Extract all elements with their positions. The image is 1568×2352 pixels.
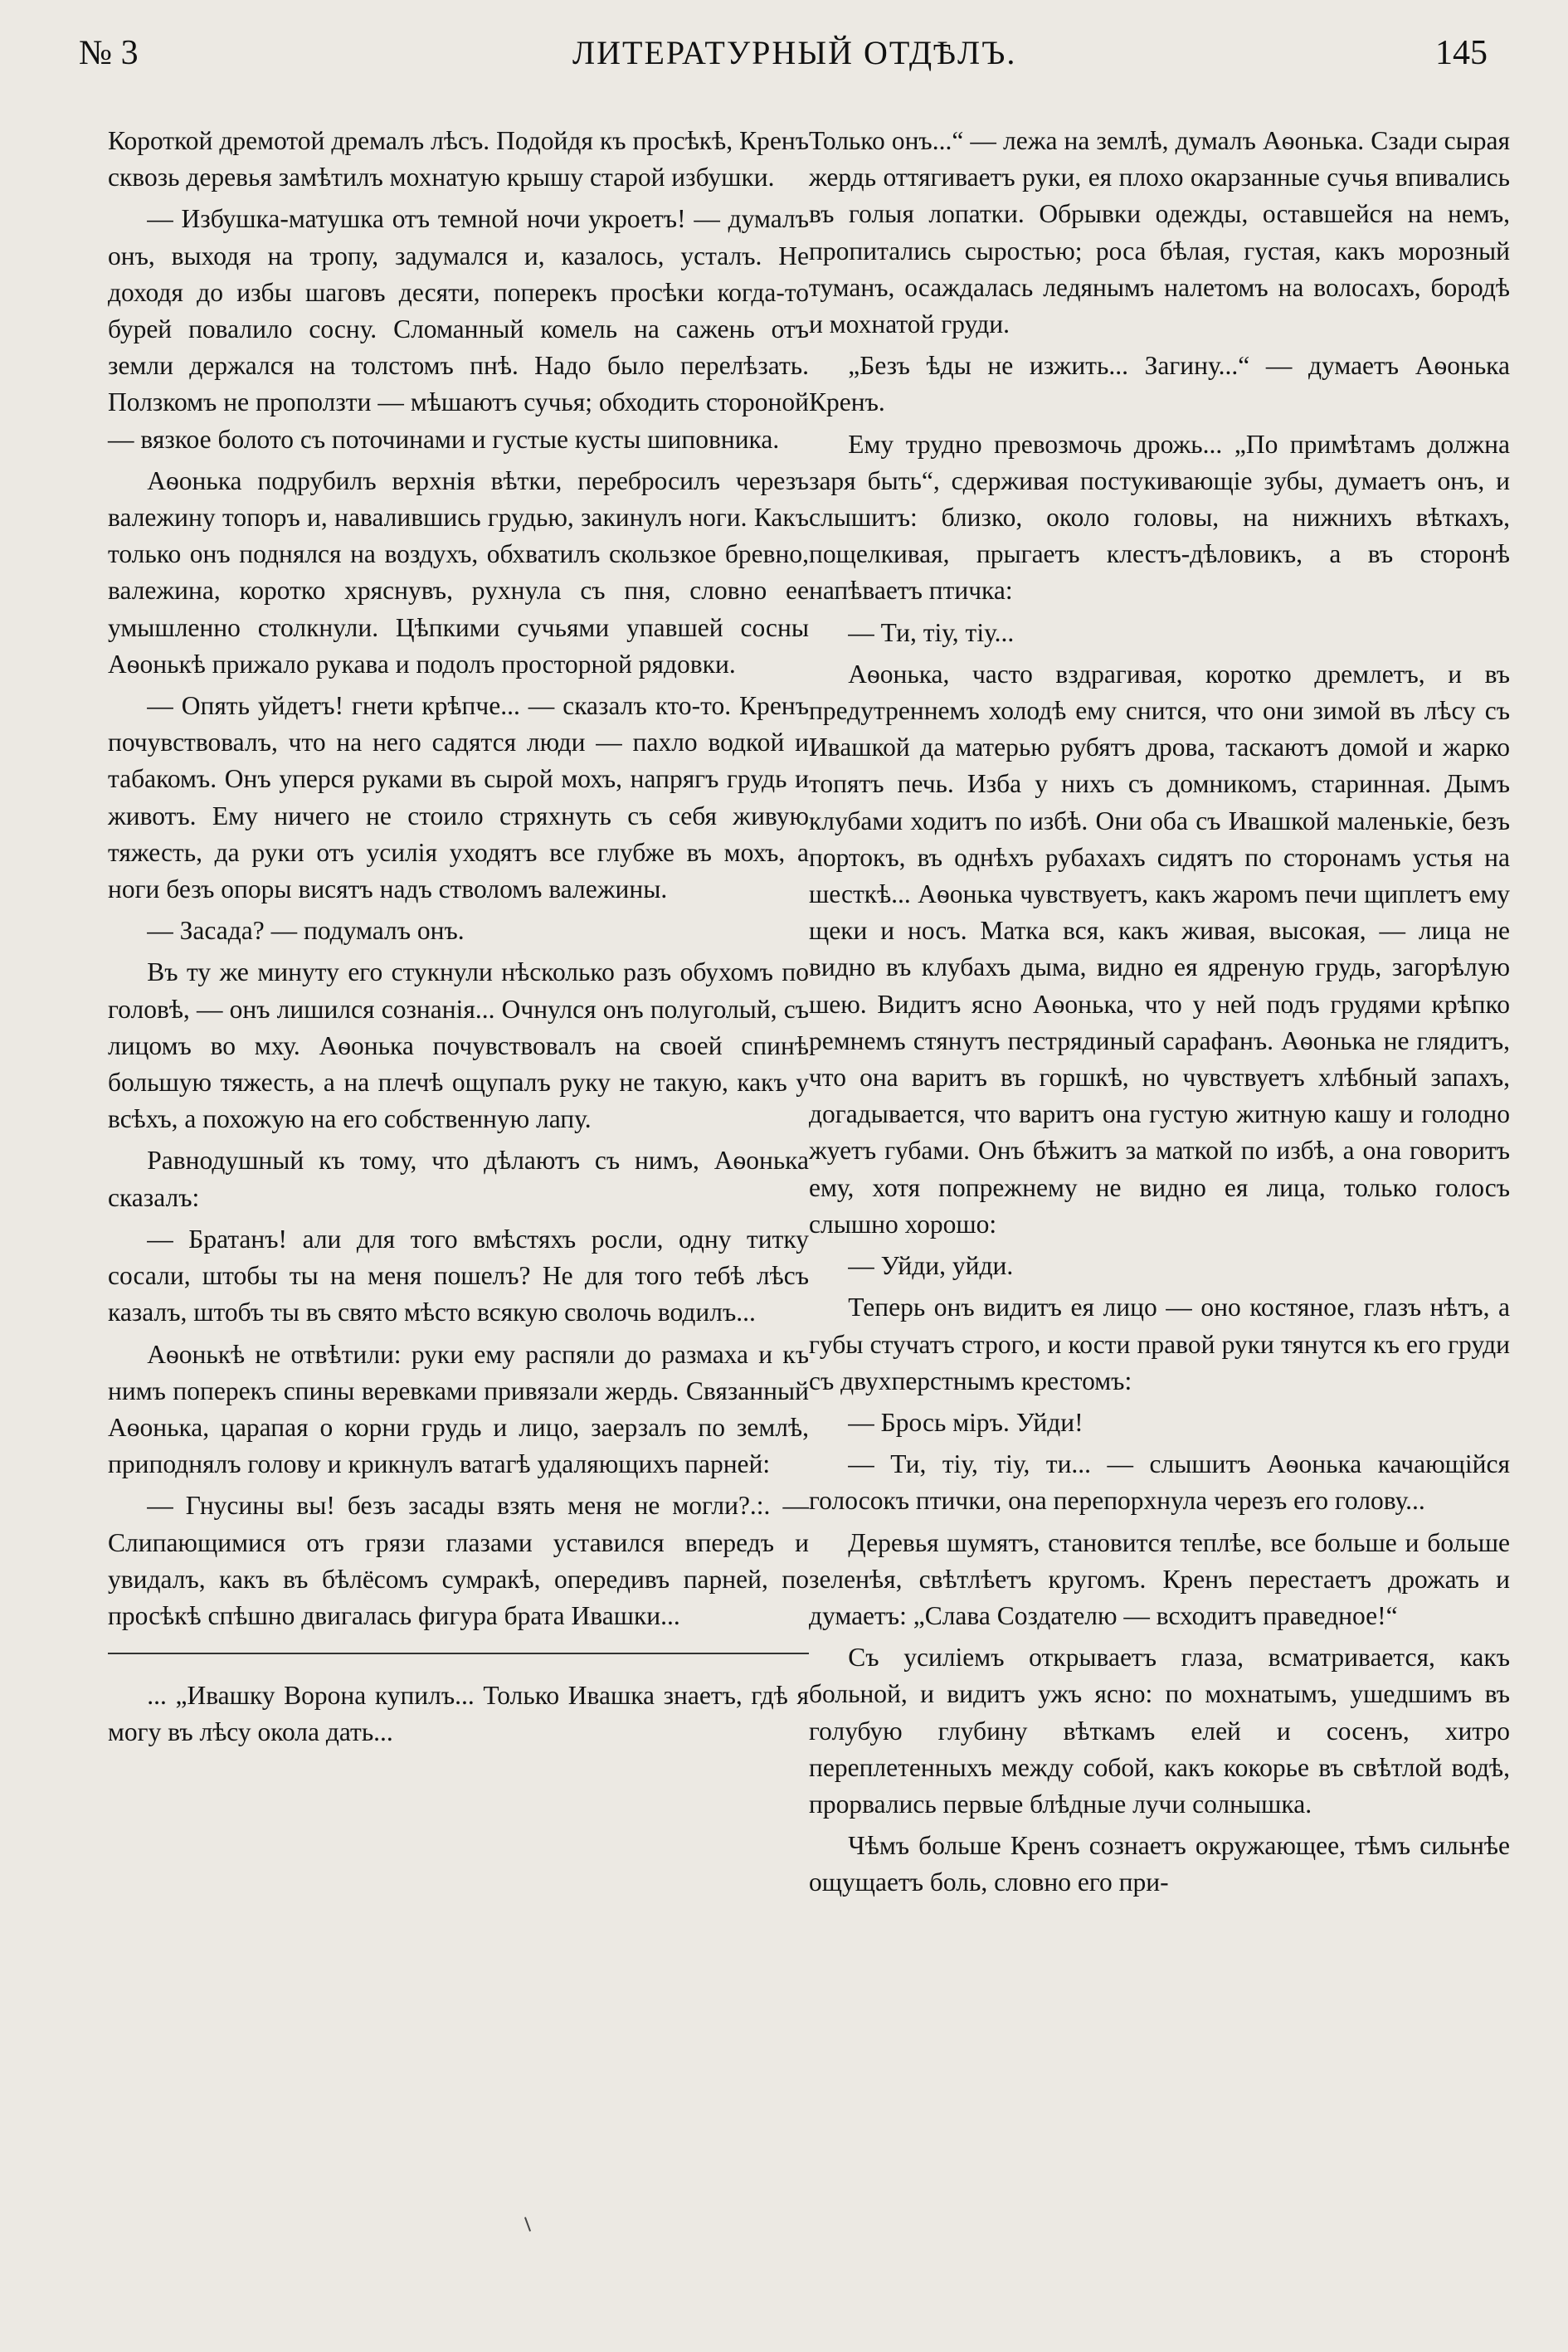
paragraph: Аѳонька, часто вздрагивая, коротко дремлетъ, и въ предутреннемъ холодѣ ему снится, что они зимой въ лѣсу съ Ивашкой да матерью рубятъ дрова, таскаютъ домой и жарко топятъ печь. Изба у нихъ съ домникомъ, старинная. Дымъ клубами ходитъ по избѣ. Они оба съ Ивашкой маленькіе, безъ портокъ, въ однѣхъ рубахахъ сидятъ по сторонамъ устья на шесткѣ... Аѳонька чувствуетъ, какъ жаромъ печи щиплетъ ему щеки и носъ. Матка вся, какъ живая, высокая, — лица не видно въ клубахъ дыма, видно ея ядреную грудь, загорѣлую шею. Видитъ ясно Аѳонька, что у ней подъ грудями крѣпко ремнемъ стянутъ пестрядиный сарафанъ. Аѳонька не глядитъ, что она варитъ въ горшкѣ, но чувствуетъ хлѣбный запахъ, догадывается, что варитъ она густую житную кашу и голодно жуетъ губами. Онъ бѣжитъ за маткой по избѣ, а она говоритъ ему, хотя попрежнему не видно ея лица, только голосъ слышно хорошо:	[809, 659, 1510, 1239]
paragraph: Ему трудно превозмочь дрожь... „По примѣтамъ должна заря быть“, сдерживая постукивающіе зубы, думаетъ онъ, и слышитъ: близко, около головы, на нижнихъ вѣткахъ, пощелкивая, прыгаетъ клестъ-дѣловикъ, а въ сторонѣ напѣваетъ птичка:	[809, 429, 1510, 606]
paragraph: — Ти, тіу, тіу, ти... — слышитъ Аѳонька качающійся голосокъ птички, она перепорхнула черезъ его голову...	[809, 1449, 1510, 1516]
paragraph: Чѣмъ больше Кренъ сознаетъ окружающее, тѣмъ сильнѣе ощущаетъ боль, словно его при-	[809, 1831, 1510, 1897]
paragraph: Деревья шумятъ, становится теплѣе, все больше и больше зеленѣя, свѣтлѣетъ кругомъ. Кренъ перестаетъ дрожать и думаетъ: „Слава Создателю — всходитъ праведное!“	[809, 1527, 1510, 1630]
paragraph: Аѳонькѣ не отвѣтили: руки ему распяли до размаха и къ нимъ поперекъ спины веревками привязали жердь. Связанный Аѳонька, царапая о корни грудь и лицо, заерзалъ по землѣ, приподнялъ голову и крикнулъ ватагѣ удаляющихъ парней:	[108, 1339, 809, 1479]
running-header	[0, 25, 1568, 100]
paragraph: „Безъ ѣды не изжить... Загину...“ — думаетъ Аѳонька Кренъ.	[809, 351, 1510, 417]
paragraph: — Опять уйдетъ! гнети крѣпче... — сказалъ кто-то. Кренъ почувствовалъ, что на него садятся люди — пахло водкой и табакомъ. Онъ уперся руками въ сырой мохъ, напрягъ грудь и животъ. Ему ничего не стоило стряхнуть съ себя живую тяжесть, да руки отъ усилія уходятъ все глубже въ мохъ, а ноги безъ опоры висятъ надъ стволомъ валежины.	[108, 691, 809, 904]
paragraph: — Уйди, уйди.	[848, 1251, 1014, 1281]
paragraph: — Засада? — подумалъ онъ.	[147, 916, 465, 946]
paragraph: Съ усиліемъ открываетъ глаза, всматривается, какъ больной, и видитъ ужъ ясно: по мохнатымъ, ушедшимъ въ голубую глубину вѣткамъ елей и сосенъ, хитро переплетенныхъ между собой, какъ кокорье въ свѣтлой водѣ, прорвались первые блѣдные лучи солнышка.	[809, 1643, 1510, 1819]
paragraph: Въ ту же минуту его стукнули нѣсколько разъ обухомъ по головѣ, — онъ лишился сознанія... Очнулся онъ полуголый, съ лицомъ во мху. Аѳонька почувствовалъ на своей спинѣ большую тяжесть, а на плечѣ ощупалъ руку не такую, какъ у всѣхъ, а похожую на его собственную лапу.	[108, 957, 809, 1134]
paragraph: — Братанъ! али для того вмѣстяхъ росли, одну титку сосали, штобы ты на меня пошелъ? Не для того тебѣ лѣсъ казалъ, штобъ ты въ свято мѣсто всякую сволочь водилъ...	[108, 1224, 809, 1327]
print-mark	[524, 2217, 531, 2232]
paragraph: Аѳонька подрубилъ верхнія вѣтки, перебросилъ черезъ валежину топоръ и, навалившись грудью, закинулъ ноги. Какъ только онъ поднялся на воздухъ, обхватилъ скользкое бревно, валежина, коротко хряснувъ, рухнула съ пня, словно ее умышленно столкнули. Цѣпкими сучьями упавшей сосны Аѳонькѣ прижало рукава и подолъ просторной рядовки.	[108, 465, 809, 679]
paragraph: Теперь онъ видитъ ея лицо — оно костяное, глазъ нѣтъ, а губы стучатъ строго, и кости правой руки тянутся къ его груди съ двухперстнымъ крестомъ:	[809, 1293, 1510, 1395]
issue-number: № 3	[79, 34, 139, 72]
section-title: ЛИТЕРАТУРНЫЙ ОТДѢЛЪ.	[572, 34, 1017, 71]
section-separator	[108, 1653, 809, 1654]
paragraph: Короткой дремотой дремалъ лѣсъ. Подойдя къ просѣкѣ, Кренъ сквозь деревья замѣтилъ мохнатую крышу старой избушки.	[108, 126, 809, 192]
paragraph: — Гнусины вы! безъ засады взять меня не могли?.:. — Слипающимися отъ грязи глазами уставился впередъ и увидалъ, какъ въ бѣлёсомъ сумракѣ, опередивъ парней, по просѣкѣ спѣшно двигалась фигура брата Ивашки...	[108, 1491, 809, 1630]
paragraph: Равнодушный къ тому, что дѣлаютъ съ нимъ, Аѳонька сказалъ:	[108, 1146, 809, 1212]
right-column	[809, 123, 1510, 1906]
paragraph: — Ти, тіу, тіу...	[848, 617, 1015, 647]
paragraph: — Избушка-матушка отъ темной ночи укроетъ! — думалъ онъ, выходя на тропу, задумался и, казалось, усталъ. Не доходя до избы шаговъ десяти, поперекъ просѣки когда-то бурей повалило сосну. Сломанный комель на сажень отъ земли держался на толстомъ пнѣ. Надо было перелѣзать. Ползкомъ не проползти — мѣшаютъ сучья; обходить стороной — вязкое болото съ поточинами и густые кусты шиповника.	[108, 204, 809, 454]
paragraph: Только онъ...“ — лежа на землѣ, думалъ Аѳонька. Сзади сырая жердь оттягиваетъ руки, ея плохо окарзанные сучья впивались въ голыя лопатки. Обрывки одежды, оставшейся на немъ, пропитались сыростью; роса бѣлая, густая, какъ морозный туманъ, осаждалась ледянымъ налетомъ на волосахъ, бородѣ и мохнатой груди.	[809, 126, 1510, 339]
paragraph: ... „Ивашку Ворона купилъ... Только Ивашка знаетъ, гдѣ я могу въ лѣсу окола дать...	[108, 1681, 809, 1747]
page-number: 145	[1435, 34, 1488, 72]
left-column	[108, 123, 809, 1756]
paragraph: — Брось міръ. Уйди!	[848, 1407, 1083, 1437]
